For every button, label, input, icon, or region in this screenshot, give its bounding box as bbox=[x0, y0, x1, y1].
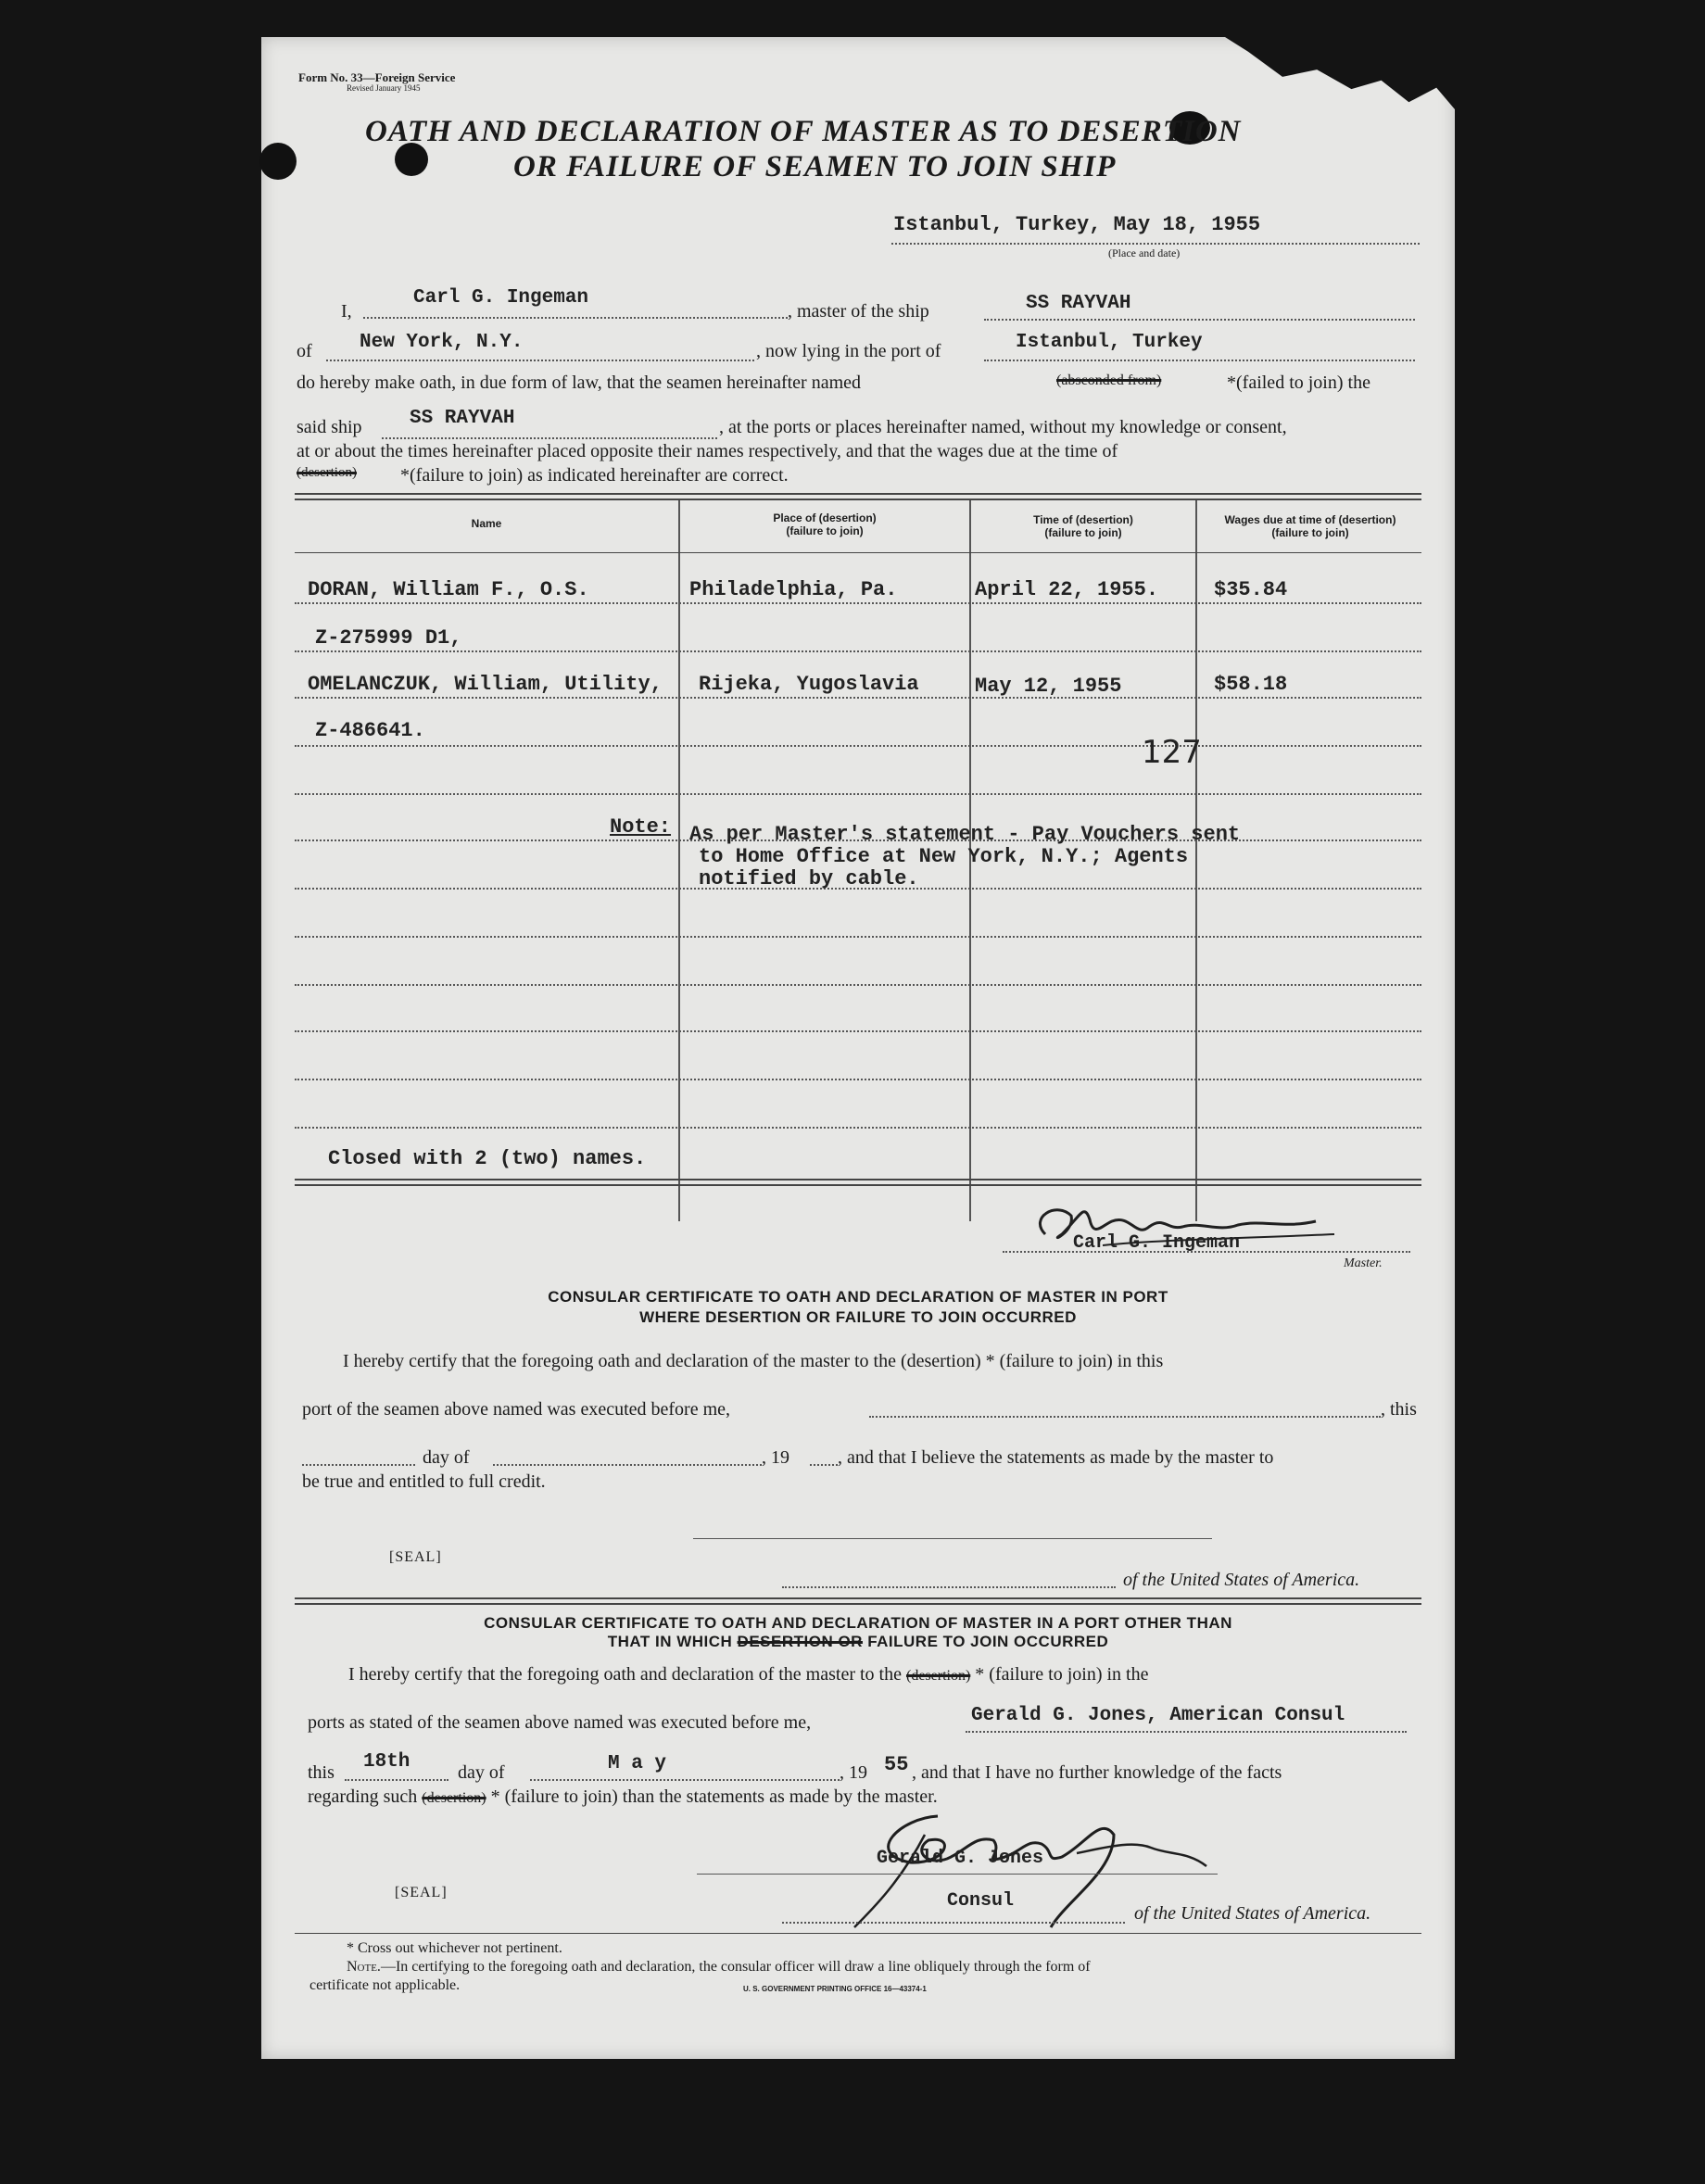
table-col-divider-1 bbox=[678, 500, 680, 1221]
consular2-day-of: day of bbox=[458, 1762, 505, 1783]
consul-name-line bbox=[966, 1731, 1407, 1733]
form-title-line2: OR FAILURE OF SEAMEN TO JOIN SHIP bbox=[513, 150, 1117, 183]
punch-hole-left bbox=[259, 143, 297, 180]
table-bottom-rule-1 bbox=[295, 1179, 1421, 1180]
col-header-place-b: (failure to join) bbox=[786, 524, 864, 537]
failed-to-join-text: *(failed to join) the bbox=[1227, 372, 1370, 393]
oath-i-label: I, bbox=[341, 301, 352, 322]
note-line3: notified by cable. bbox=[699, 867, 919, 890]
consular2-this: this bbox=[308, 1762, 335, 1783]
row-line-10 bbox=[295, 1030, 1421, 1032]
ship-name: SS RAYVAH bbox=[1026, 293, 1131, 314]
note-label: Note: bbox=[610, 815, 672, 839]
consular1-year-prefix: , 19 bbox=[762, 1447, 789, 1468]
place-date-line bbox=[891, 243, 1420, 245]
current-port: Istanbul, Turkey bbox=[1016, 332, 1203, 353]
footer-cross-out: * Cross out whichever not pertinent. bbox=[347, 1940, 562, 1956]
form-sheet bbox=[261, 37, 1455, 2059]
table-bottom-rule-2 bbox=[295, 1184, 1421, 1186]
row1-place: Philadelphia, Pa. bbox=[689, 578, 898, 601]
now-lying-label: , now lying in the port of bbox=[756, 341, 941, 361]
oath-line3: do hereby make oath, in due form of law, that the seamen hereinafter named bbox=[297, 372, 862, 393]
footer-note2: certificate not applicable. bbox=[309, 1977, 461, 1993]
row4-name: Z-486641. bbox=[315, 719, 425, 742]
consular2-heading2-struck: DESERTION OR bbox=[737, 1633, 863, 1650]
table-top-rule-1 bbox=[295, 493, 1421, 495]
section-divider-2 bbox=[295, 1603, 1421, 1605]
absconded-struck: (absconded from) bbox=[1056, 372, 1162, 388]
col-header-wages-a: Wages due at time of (desertion) bbox=[1224, 513, 1396, 526]
row1-wages: $35.84 bbox=[1214, 578, 1288, 601]
consular2-line1 bbox=[348, 1664, 1148, 1685]
row3-place: Rijeka, Yugoslavia bbox=[699, 673, 919, 696]
consular2-heading2-b: FAILURE TO JOIN OCCURRED bbox=[867, 1633, 1109, 1650]
consular1-year-line bbox=[810, 1464, 838, 1466]
table-top-rule-2 bbox=[295, 499, 1421, 500]
oath-line4-rest: , at the ports or places hereinafter named, without my knowledge or consent, bbox=[719, 417, 1287, 437]
consular2-line4-struck: (desertion) bbox=[422, 1790, 486, 1806]
row-line-3 bbox=[295, 697, 1421, 699]
section-divider-1 bbox=[295, 1597, 1421, 1599]
consular2-heading1: CONSULAR CERTIFICATE TO OATH AND DECLARATION OF MASTER IN A PORT OTHER THAN bbox=[484, 1614, 1232, 1632]
master-name-line bbox=[363, 317, 788, 319]
form-title-line1: OATH AND DECLARATION OF MASTER AS TO DESERTION bbox=[365, 115, 1242, 148]
row-line-9 bbox=[295, 984, 1421, 986]
row-line-11 bbox=[295, 1079, 1421, 1080]
consular1-month-line bbox=[493, 1464, 762, 1466]
note-line2: to Home Office at New York, N.Y.; Agents bbox=[699, 845, 1189, 868]
consul-typed-name: Gerald G. Jones bbox=[877, 1848, 1044, 1869]
consular2-seal: [SEAL] bbox=[395, 1885, 448, 1900]
said-ship-name: SS RAYVAH bbox=[410, 408, 515, 429]
row3-wages: $58.18 bbox=[1214, 673, 1288, 696]
form-number: Form No. 33—Foreign Service bbox=[298, 70, 456, 84]
row-line-5 bbox=[295, 793, 1421, 795]
stamp-number: 127 bbox=[1142, 734, 1202, 771]
consular2-line1-b: * (failure to join) in the bbox=[975, 1664, 1149, 1685]
consular2-day-line bbox=[345, 1779, 448, 1781]
footer-note-label: Note. bbox=[347, 1959, 381, 1975]
consular2-line4-a: regarding such bbox=[308, 1786, 418, 1807]
consul-signature-line bbox=[697, 1874, 1218, 1875]
place-date-caption: (Place and date) bbox=[1108, 246, 1181, 259]
current-port-line bbox=[984, 360, 1415, 361]
footer-rule bbox=[295, 1933, 1421, 1934]
home-port-line bbox=[326, 360, 754, 361]
consular2-month-line bbox=[530, 1779, 840, 1781]
master-name: Carl G. Ingeman bbox=[413, 287, 589, 309]
col-header-place-a: Place of (desertion) bbox=[773, 511, 877, 524]
said-ship-line bbox=[382, 437, 717, 439]
consular1-signature-line bbox=[693, 1538, 1212, 1539]
col-header-time-a: Time of (desertion) bbox=[1033, 513, 1133, 526]
consular2-month: M a y bbox=[608, 1753, 667, 1774]
note-line1: As per Master's statement - Pay Vouchers sent bbox=[689, 823, 1241, 846]
consular2-line1-a: I hereby certify that the foregoing oath and declaration of the master to the bbox=[348, 1664, 902, 1685]
row3-time: May 12, 1955 bbox=[975, 675, 1122, 698]
row1-time: April 22, 1955. bbox=[975, 578, 1159, 601]
consular2-line2a: ports as stated of the seamen above named was executed before me, bbox=[308, 1712, 812, 1733]
row-line-4 bbox=[295, 745, 1421, 747]
master-role: Master. bbox=[1344, 1256, 1383, 1270]
consular1-day-of: day of bbox=[423, 1447, 470, 1468]
consular2-heading2-a: THAT IN WHICH bbox=[607, 1633, 733, 1650]
consular1-heading1: CONSULAR CERTIFICATE TO OATH AND DECLARATION OF MASTER IN PORT bbox=[548, 1288, 1168, 1306]
consular1-office-line bbox=[782, 1586, 1116, 1588]
home-port: New York, N.Y. bbox=[360, 332, 524, 353]
consular1-line2b: , this bbox=[1381, 1399, 1417, 1420]
consular2-day: 18th bbox=[363, 1751, 410, 1773]
consular2-of-usa: of the United States of America. bbox=[1134, 1903, 1371, 1924]
col-header-name: Name bbox=[471, 517, 502, 530]
row-line-8 bbox=[295, 936, 1421, 938]
consular1-officer-line bbox=[869, 1416, 1381, 1418]
consular1-line4: be true and entitled to full credit. bbox=[302, 1471, 546, 1492]
consular2-heading2 bbox=[261, 1633, 1455, 1651]
consular1-line2a: port of the seamen above named was executed before me, bbox=[302, 1399, 731, 1420]
said-ship-label: said ship bbox=[297, 417, 362, 437]
consul-name-title: Gerald G. Jones, American Consul bbox=[971, 1705, 1345, 1726]
consular1-line1: I hereby certify that the foregoing oath and declaration of the master to the (desertion) * (failure to join) in this bbox=[343, 1351, 1164, 1371]
consular1-day-line bbox=[302, 1464, 415, 1466]
oath-line5: at or about the times hereinafter placed opposite their names respectively, and that the wages due at the time of bbox=[297, 441, 1118, 461]
footer-note-text: —In certifying to the foregoing oath and declaration, the consular officer will draw a line obliquely through the form of bbox=[380, 1959, 1091, 1975]
consular2-year-prefix: , 19 bbox=[840, 1762, 867, 1783]
row1-name: DORAN, William F., O.S. bbox=[308, 578, 589, 601]
consular1-seal: [SEAL] bbox=[389, 1549, 442, 1565]
consular2-line3-rest: , and that I have no further knowledge of the facts bbox=[912, 1762, 1282, 1783]
torn-corner bbox=[1225, 37, 1455, 109]
row-line-1 bbox=[295, 602, 1421, 604]
row2-name: Z-275999 D1, bbox=[315, 626, 462, 650]
consul-typed-title: Consul bbox=[947, 1890, 1015, 1912]
oath-of-label: of bbox=[297, 341, 312, 361]
consular2-line1-struck: (desertion) bbox=[905, 1668, 971, 1684]
consular1-of-usa: of the United States of America. bbox=[1123, 1570, 1360, 1590]
ship-name-line bbox=[984, 319, 1415, 321]
row-line-2 bbox=[295, 650, 1421, 652]
col-header-time-b: (failure to join) bbox=[1044, 526, 1122, 539]
footer-note bbox=[347, 1959, 1091, 1976]
row-line-12 bbox=[295, 1127, 1421, 1129]
closed-note: Closed with 2 (two) names. bbox=[328, 1147, 647, 1170]
consular1-line3c: , and that I believe the statements as made by the master to bbox=[838, 1447, 1274, 1468]
desertion-struck: (desertion) bbox=[297, 465, 357, 480]
place-date-value: Istanbul, Turkey, May 18, 1955 bbox=[893, 213, 1261, 236]
consular2-line4-b: * (failure to join) than the statements as made by the master. bbox=[490, 1786, 938, 1807]
oath-line6-rest: *(failure to join) as indicated hereinafter are correct. bbox=[400, 465, 789, 486]
table-header-rule bbox=[295, 552, 1421, 553]
consular1-heading2: WHERE DESERTION OR FAILURE TO JOIN OCCURRED bbox=[639, 1308, 1077, 1326]
row3-name: OMELANCZUK, William, Utility, bbox=[308, 673, 663, 696]
consular2-year: 55 bbox=[884, 1753, 909, 1776]
consular2-office-line bbox=[782, 1922, 1125, 1924]
master-typed-name: Carl G. Ingeman bbox=[1073, 1232, 1241, 1254]
col-header-wages-b: (failure to join) bbox=[1271, 526, 1349, 539]
form-revised: Revised January 1945 bbox=[347, 83, 421, 93]
footer-printer: U. S. GOVERNMENT PRINTING OFFICE 16—43374-1 bbox=[743, 1985, 927, 1993]
table-col-divider-3 bbox=[1195, 500, 1197, 1221]
master-of-ship-label: , master of the ship bbox=[788, 301, 929, 322]
